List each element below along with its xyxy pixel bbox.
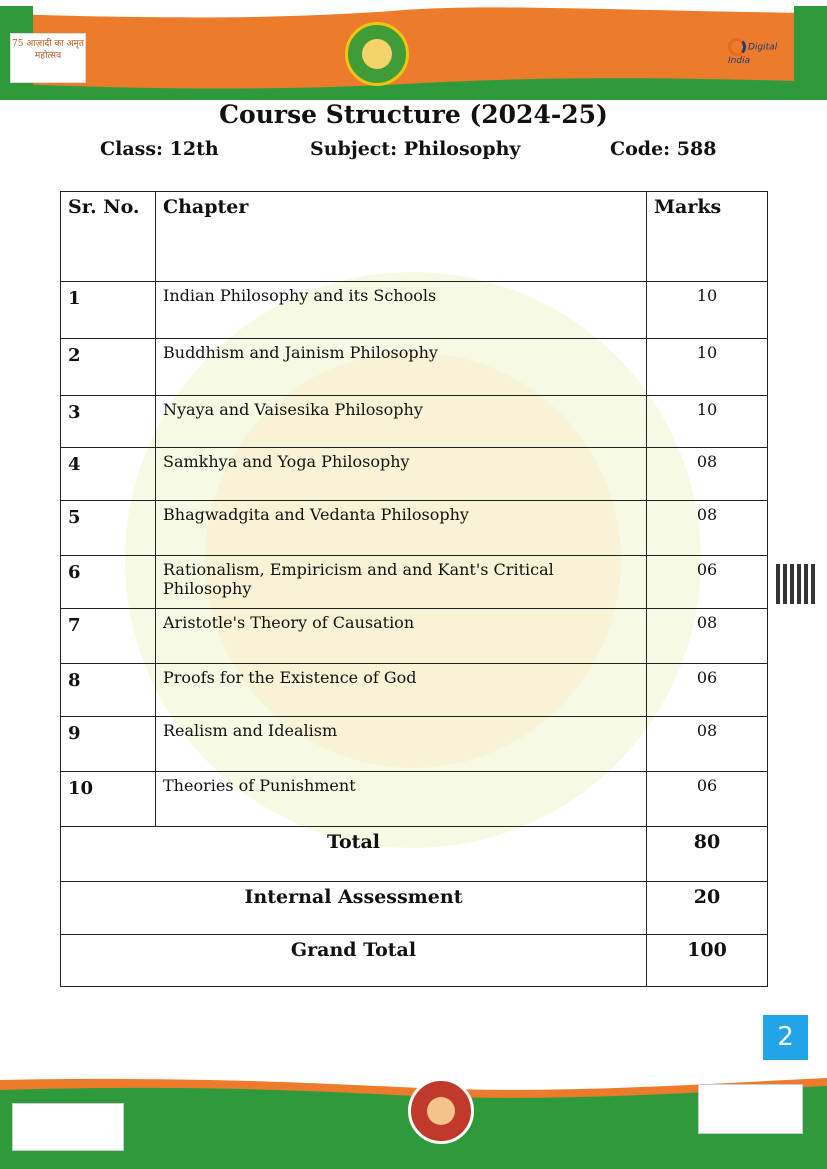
row-sr: 9 <box>61 717 156 772</box>
qr-code-icon <box>776 564 816 604</box>
grand-total-value: 100 <box>647 935 768 987</box>
class-label: Class: 12th <box>100 138 219 160</box>
row-sr: 2 <box>61 339 156 396</box>
internal-assessment-row <box>61 882 768 935</box>
total-value: 80 <box>647 827 768 882</box>
row-marks: 06 <box>647 772 768 827</box>
table-row <box>61 396 768 448</box>
row-marks: 08 <box>647 717 768 772</box>
table-row <box>61 717 768 772</box>
row-marks: 08 <box>647 448 768 501</box>
course-structure-table <box>60 191 768 987</box>
row-chapter: Proofs for the Existence of God <box>156 664 647 717</box>
row-sr: 8 <box>61 664 156 717</box>
right-to-education-logo <box>698 1084 803 1134</box>
header-sr-no: Sr. No. <box>61 192 156 282</box>
grand-total-row <box>61 935 768 987</box>
board-seal-icon <box>345 22 409 86</box>
row-chapter: Indian Philosophy and its Schools <box>156 282 647 339</box>
subject-label: Subject: Philosophy <box>310 138 521 160</box>
row-marks: 10 <box>647 339 768 396</box>
row-chapter: Buddhism and Jainism Philosophy <box>156 339 647 396</box>
digital-india-icon <box>728 38 746 56</box>
table-row <box>61 664 768 717</box>
row-sr: 5 <box>61 501 156 556</box>
row-marks: 06 <box>647 664 768 717</box>
table-row <box>61 282 768 339</box>
swachh-bharat-logo <box>12 1103 124 1151</box>
page-number-badge: 2 <box>763 1015 808 1060</box>
row-sr: 4 <box>61 448 156 501</box>
row-marks: 08 <box>647 609 768 664</box>
header-orange-band <box>0 0 827 92</box>
table-row <box>61 772 768 827</box>
header-marks: Marks <box>647 192 768 282</box>
row-chapter: Theories of Punishment <box>156 772 647 827</box>
row-marks: 10 <box>647 282 768 339</box>
digital-india-text: Digital India <box>728 42 778 66</box>
beti-bachao-logo <box>408 1078 474 1144</box>
row-chapter: Nyaya and Vaisesika Philosophy <box>156 396 647 448</box>
row-sr: 10 <box>61 772 156 827</box>
table-row <box>61 501 768 556</box>
grand-total-label: Grand Total <box>61 935 647 987</box>
row-sr: 1 <box>61 282 156 339</box>
total-label: Total <box>61 827 647 882</box>
internal-assessment-label: Internal Assessment <box>61 882 647 935</box>
table-row <box>61 339 768 396</box>
internal-assessment-value: 20 <box>647 882 768 935</box>
row-sr: 6 <box>61 556 156 609</box>
table-header-row <box>61 192 768 282</box>
table-row <box>61 448 768 501</box>
page-title: Course Structure (2024-25) <box>219 100 608 129</box>
azadi-logo-text: 75 आज़ादी का अमृत महोत्सव <box>12 39 84 61</box>
table-row <box>61 556 768 609</box>
row-chapter: Realism and Idealism <box>156 717 647 772</box>
row-chapter: Rationalism, Empiricism and and Kant's Critical Philosophy <box>156 556 647 609</box>
table-row <box>61 609 768 664</box>
row-chapter: Aristotle's Theory of Causation <box>156 609 647 664</box>
row-sr: 3 <box>61 396 156 448</box>
row-chapter: Bhagwadgita and Vedanta Philosophy <box>156 501 647 556</box>
row-marks: 08 <box>647 501 768 556</box>
row-marks: 10 <box>647 396 768 448</box>
row-chapter: Samkhya and Yoga Philosophy <box>156 448 647 501</box>
azadi-ka-amrit-mahotsav-logo <box>10 33 86 83</box>
total-row <box>61 827 768 882</box>
digital-india-logo <box>728 38 798 68</box>
code-label: Code: 588 <box>610 138 717 160</box>
row-sr: 7 <box>61 609 156 664</box>
row-marks: 06 <box>647 556 768 609</box>
header-chapter: Chapter <box>156 192 647 282</box>
